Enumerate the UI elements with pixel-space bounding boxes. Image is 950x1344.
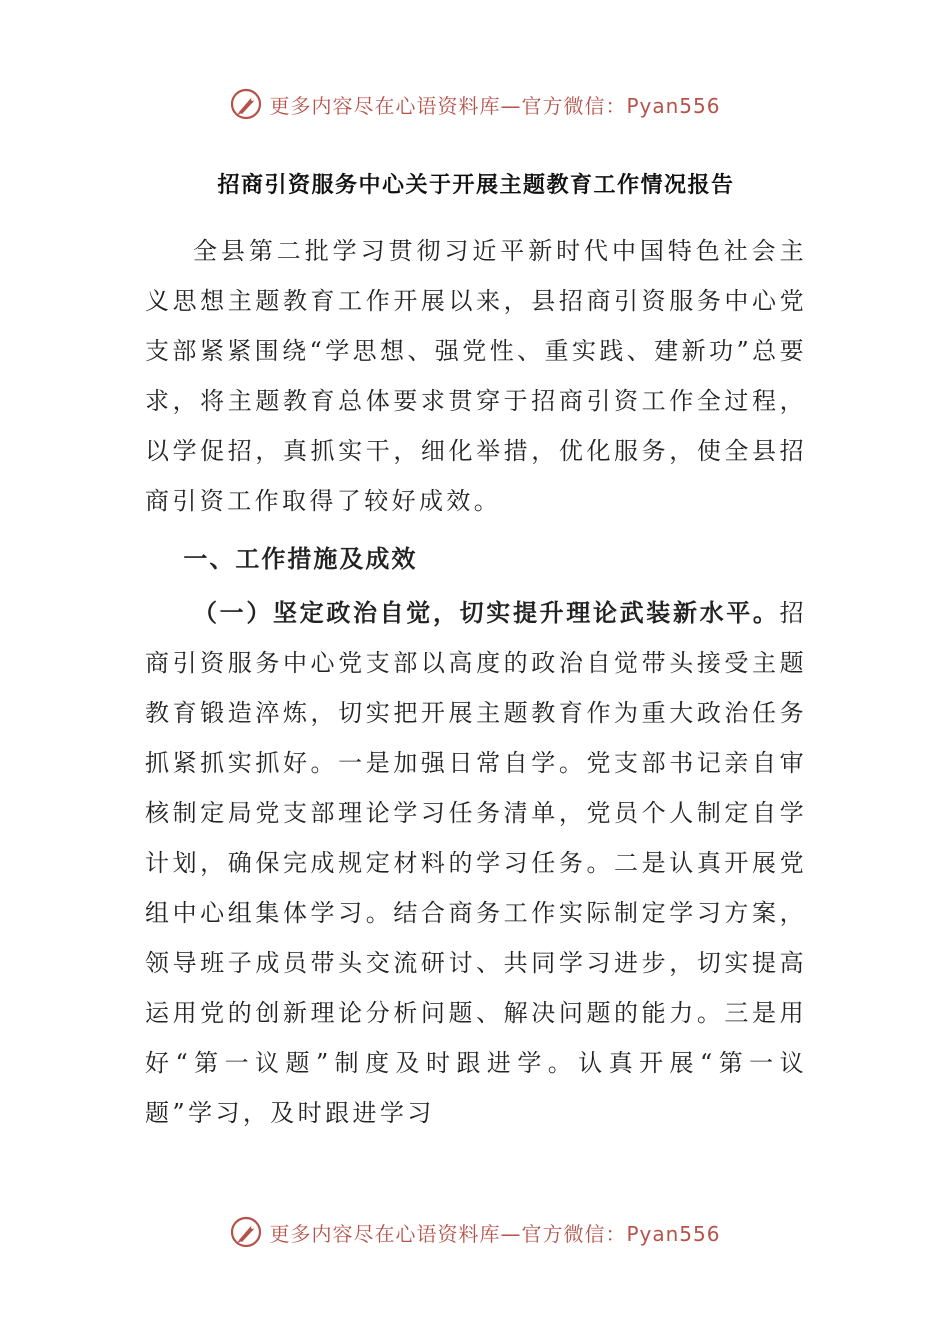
subsection-paragraph-1 (145, 588, 807, 1138)
section-heading-1: 一、工作措施及成效 (183, 544, 418, 573)
document-body (145, 168, 807, 1138)
document-title: 招商引资服务中心关于开展主题教育工作情况报告 (217, 172, 735, 198)
watermark-banner-bottom (0, 1212, 950, 1252)
subsection-body-1: 招商引资服务中心党支部以高度的政治自觉带头接受主题教育锻造淬炼，切实把开展主题教育作为重大政治任务抓紧抓实抓好。一是加强日常自学。党支部书记亲自审核制定局党支部理论学习任务清单，党员个人制定自学计划，确保完成规定材料的学习任务。二是认真开展党组中心组集体学习。结合商务工作实际制定学习方案，领导班子成员带头交流研讨、共同学习进步，切实提高运用党的创新理论分析问题、解决问题的能力。三是用好“第一议题”制度及时跟进学。认真开展“第一议题”学习，及时跟进学习 (145, 599, 807, 1127)
watermark-banner-top (0, 84, 950, 124)
watermark-text: 更多内容尽在心语资料库—官方微信：Pyan556 (269, 93, 721, 118)
pen-nib-circle-icon (229, 1215, 263, 1249)
subsection-lead-1: （一）坚定政治自觉，切实提升理论武装新水平。 (193, 598, 780, 627)
intro-paragraph: 全县第二批学习贯彻习近平新时代中国特色社会主义思想主题教育工作开展以来，县招商引资服务中心党支部紧紧围绕“学思想、强党性、重实践、建新功”总要求，将主题教育总体要求贯穿于招商引资工作全过程，以学促招，真抓实干，细化举措，优化服务，使全县招商引资工作取得了较好成效。 (145, 237, 807, 515)
pen-nib-circle-icon (229, 87, 263, 121)
watermark-text: 更多内容尽在心语资料库—官方微信：Pyan556 (269, 1221, 721, 1246)
